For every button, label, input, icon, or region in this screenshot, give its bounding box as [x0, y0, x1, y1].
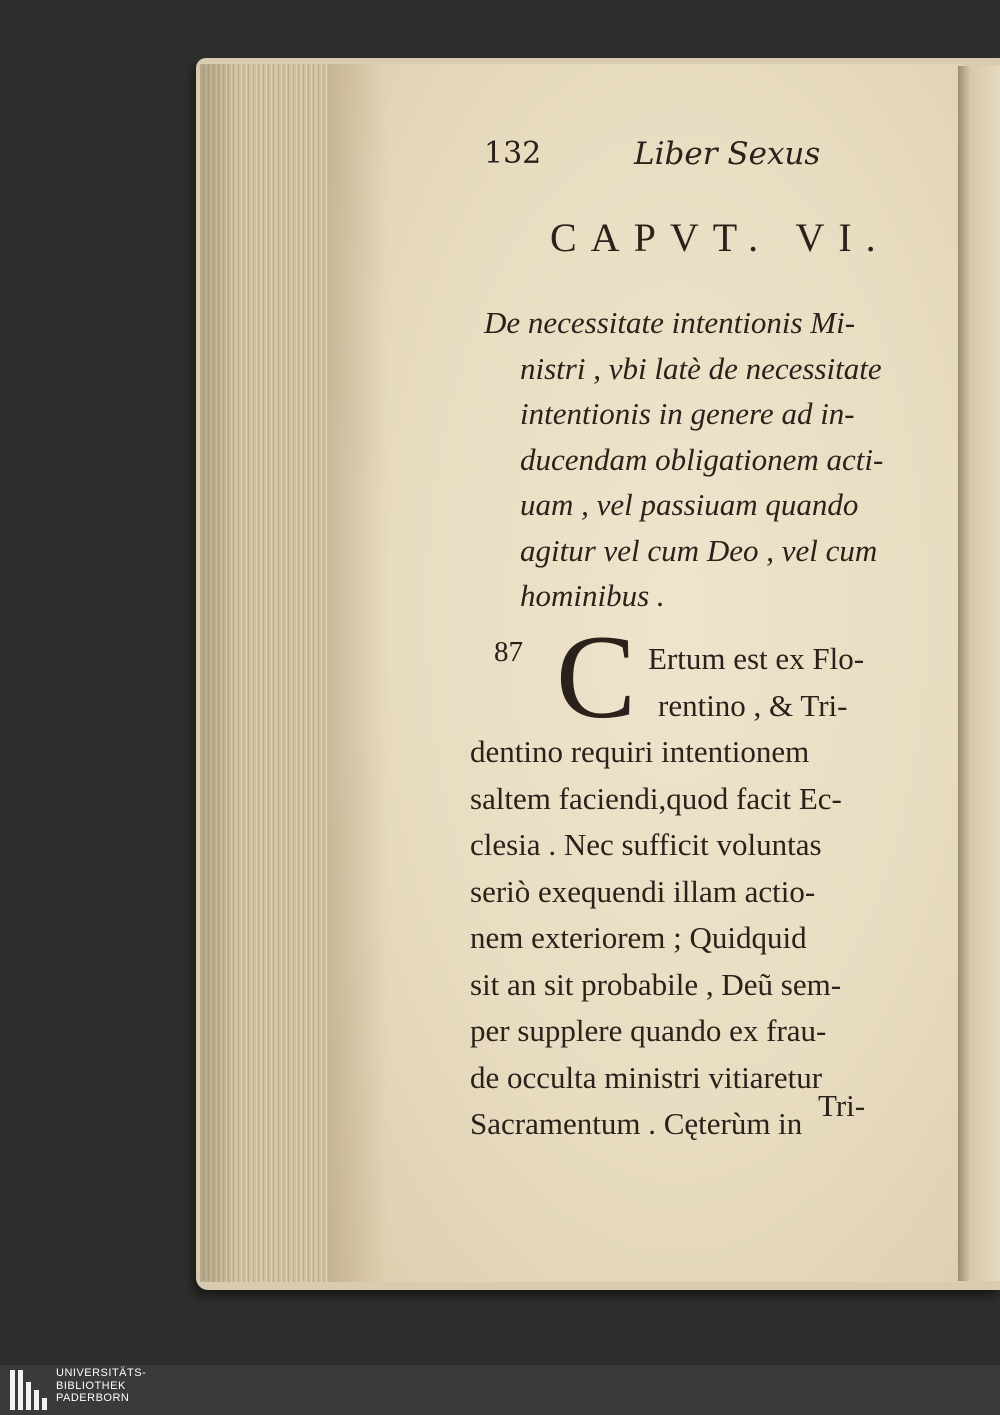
summary-line: ducendam obligationem acti- — [520, 441, 884, 477]
body-line: de occulta ministri vitiaretur — [470, 1059, 823, 1095]
facing-page-gutter — [958, 66, 1000, 1281]
body-line: Sacramentum . Cęterùm in — [470, 1106, 803, 1141]
page-number: 132 — [484, 136, 542, 171]
summary-line: intentionis in genere ad in- — [520, 396, 855, 431]
catchword: Tri- — [818, 1088, 866, 1123]
running-head: Liber Sexus — [634, 136, 821, 172]
drop-cap: C — [556, 610, 637, 743]
library-logo-text — [56, 1367, 146, 1405]
library-logo-icon — [10, 1370, 48, 1410]
body-line: sit an sit probabile , Deũ sem- — [470, 966, 842, 1002]
summary-line: hominibus . — [520, 578, 665, 613]
page-header — [484, 136, 884, 186]
logo-line: BIBLIOTHEK — [56, 1379, 126, 1392]
logo-line: PADERBORN — [56, 1392, 130, 1404]
chapter-summary — [484, 300, 936, 619]
summary-line: nistri , vbi latè de necessitate — [520, 350, 882, 386]
page-edges — [200, 64, 328, 1282]
body-line: per supplere quando ex frau- — [470, 1013, 827, 1048]
body-line: seriò exequendi illam actio- — [470, 873, 816, 909]
body-line: nem exteriorem ; Quidquid — [470, 920, 807, 955]
body-line: rentino , & Tri- — [658, 687, 848, 723]
logo-line: UNIVERSITÄTS- — [56, 1367, 147, 1379]
body-line: saltem faciendi,quod facit Ec- — [470, 780, 842, 816]
summary-line: uam , vel passiuam quando — [520, 487, 859, 522]
body-text — [470, 636, 940, 1148]
summary-line: De necessitate intentionis Mi- — [484, 305, 856, 340]
body-line: dentino requiri intentionem — [470, 734, 810, 769]
footer-bar — [0, 1365, 1000, 1415]
paragraph-number: 87 — [494, 636, 523, 668]
body-line: clesia . Nec sufficit voluntas — [470, 827, 822, 862]
summary-line: agitur vel cum Deo , vel cum — [520, 532, 878, 568]
body-line: Ertum est ex Flo- — [648, 641, 865, 676]
chapter-title: CAPVT. VI. — [550, 215, 890, 260]
